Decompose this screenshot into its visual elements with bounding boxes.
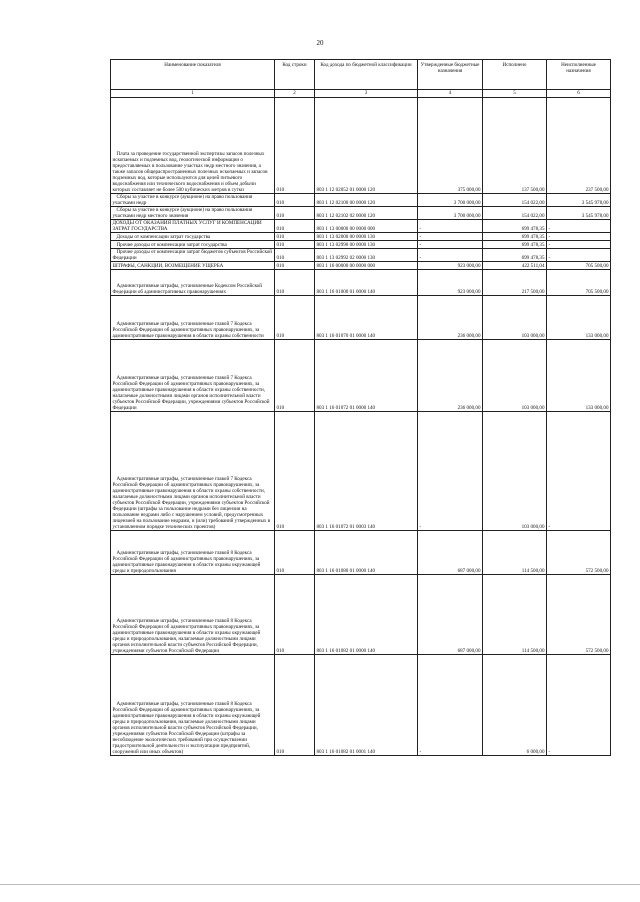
remaining-amount: 133 000,00 (547, 296, 611, 340)
executed-amount: 114 500,00 (483, 575, 547, 655)
executed-amount: 154 022,00 (483, 207, 547, 220)
remaining-amount: 3 545 978,00 (547, 207, 611, 220)
remaining-amount: 705 500,00 (547, 262, 611, 270)
indicator-name: Сборы за участие в конкурсе (аукционе) на право пользования участками недр (111, 194, 275, 207)
table-row (111, 220, 611, 233)
executed-amount: 103 000,00 (483, 296, 547, 340)
budget-execution-table (110, 59, 611, 756)
executed-amount: 699 478,35 (483, 241, 547, 249)
indicator-name: Плата за проведение государственной экспертизы запасов полезных ископаемых и подземных вод, геологической информации о предоставляемых в пользование участках недр местного значения, а также запасов общераспространенных полезных ископаемых и запасов подземных вод, которые используются для целей питьевого водоснабжения или технического водоснабжения и объем добычи которых составляет не более 500 кубических метров в сутки (111, 98, 275, 194)
header-executed: Исполнено (483, 60, 547, 90)
line-code: 010 (275, 249, 315, 262)
remaining-amount: 572 500,00 (547, 575, 611, 655)
column-number: 5 (483, 90, 547, 98)
executed-amount: 217 500,00 (483, 270, 547, 296)
budget-classification-code: 803 1 16 01072 01 0000 140 (315, 340, 418, 412)
table-header-row (111, 60, 611, 90)
line-code: 010 (275, 194, 315, 207)
executed-amount: 699 478,35 (483, 233, 547, 241)
budget-classification-code: 803 1 13 02992 02 0000 130 (315, 249, 418, 262)
budget-classification-code: 803 1 16 01082 01 0001 140 (315, 655, 418, 756)
indicator-name: Административные штрафы, установленные главой 8 Кодекса Российской Федерации об административных правонарушениях, за административные правонарушения в области охраны окружающей среды и природопользования, налагаемые должностными лицами органов исполнительной власти субъектов Российской Федерации, учреждениями субъектов Российской Федерации (111, 575, 275, 655)
budget-classification-code: 803 1 13 00000 00 0000 000 (315, 220, 418, 233)
approved-amount: 687 000,00 (418, 531, 483, 575)
line-code: 010 (275, 220, 315, 233)
approved-amount: 236 000,00 (418, 340, 483, 412)
table-row (111, 655, 611, 756)
remaining-amount: - (547, 241, 611, 249)
remaining-amount: 705 500,00 (547, 270, 611, 296)
table-row (111, 194, 611, 207)
column-number: 1 (111, 90, 275, 98)
budget-classification-code: 803 1 16 01000 01 0000 140 (315, 270, 418, 296)
executed-amount: 422 511,04 (483, 262, 547, 270)
approved-amount: - (418, 241, 483, 249)
table-row (111, 296, 611, 340)
table-row (111, 249, 611, 262)
approved-amount: - (418, 249, 483, 262)
header-line-code: Код строки (275, 60, 315, 90)
table-row (111, 270, 611, 296)
table-row (111, 241, 611, 249)
table-row (111, 207, 611, 220)
line-code: 010 (275, 233, 315, 241)
indicator-name: ШТРАФЫ, САНКЦИИ, ВОЗМЕЩЕНИЕ УЩЕРБА (111, 262, 275, 270)
approved-amount: 236 000,00 (418, 296, 483, 340)
scan-edge-line (0, 884, 640, 885)
line-code: 010 (275, 98, 315, 194)
executed-amount: 137 500,00 (483, 98, 547, 194)
remaining-amount: - (547, 249, 611, 262)
header-budget-classification: Код дохода по бюджетной классификации (315, 60, 418, 90)
line-code: 010 (275, 531, 315, 575)
table-row (111, 98, 611, 194)
indicator-name: Административные штрафы, установленные главой 8 Кодекса Российской Федерации об административных правонарушениях, за административные правонарушения в области охраны окружающей среды и природопользования (111, 531, 275, 575)
column-number: 2 (275, 90, 315, 98)
budget-classification-code: 803 1 12 02102 02 0000 120 (315, 207, 418, 220)
approved-amount: - (418, 220, 483, 233)
executed-amount: 103 000,00 (483, 412, 547, 531)
header-indicator-name: Наименование показателя (111, 60, 275, 90)
executed-amount: 699 478,35 (483, 220, 547, 233)
indicator-name: ДОХОДЫ ОТ ОКАЗАНИЯ ПЛАТНЫХ УСЛУГ И КОМПЕНСАЦИИ ЗАТРАТ ГОСУДАРСТВА (111, 220, 275, 233)
header-approved: Утвержденные бюджетные назначения (418, 60, 483, 90)
indicator-name: Сборы за участие в конкурсе (аукционе) на право пользования участками недр местного значения (111, 207, 275, 220)
column-number-row (111, 90, 611, 98)
approved-amount: 923 000,00 (418, 262, 483, 270)
budget-classification-code: 803 1 13 02990 00 0000 130 (315, 241, 418, 249)
indicator-name: Административные штрафы, установленные главой 7 Кодекса Российской Федерации об административных правонарушениях, за административные правонарушения в области охраны собственности, налагаемые должностными лицами органов исполнительной власти субъектов Российской Федерации, учреждениями субъектов Российской Федерации (штрафы за пользование недрами без лицензии на пользование недрами либо с нарушением условий, предусмотренных лицензией на пользование недрами, и (или) требований утвержденных в установленном порядке технических проектов) (111, 412, 275, 531)
remaining-amount: - (547, 220, 611, 233)
table-row (111, 262, 611, 270)
indicator-name: Прочие доходы от компенсации затрат государства (111, 241, 275, 249)
line-code: 010 (275, 241, 315, 249)
table-row (111, 531, 611, 575)
budget-classification-code: 803 1 16 00000 00 0000 000 (315, 262, 418, 270)
approved-amount: 3 700 000,00 (418, 207, 483, 220)
table-row (111, 575, 611, 655)
executed-amount: 103 000,00 (483, 340, 547, 412)
line-code: 010 (275, 575, 315, 655)
approved-amount: 3 700 000,00 (418, 194, 483, 207)
approved-amount: - (418, 655, 483, 756)
budget-classification-code: 803 1 16 01072 01 0003 140 (315, 412, 418, 531)
indicator-name: Административные штрафы, установленные главой 8 Кодекса Российской Федерации об административных правонарушениях, за административные правонарушения в области охраны окружающей среды и природопользования, налагаемые должностными лицами органов исполнительной власти субъектов Российской Федерации, учреждениями субъектов Российской Федерации (штрафы за несоблюдение экологических требований при осуществлении градостроительной деятельности и эксплуатации предприятий, сооружений или иных объектов) (111, 655, 275, 756)
approved-amount: 687 000,00 (418, 575, 483, 655)
indicator-name: Доходы от компенсации затрат государства (111, 233, 275, 241)
column-number: 6 (547, 90, 611, 98)
budget-classification-code: 803 1 12 02052 01 0000 120 (315, 98, 418, 194)
remaining-amount: - (547, 412, 611, 531)
line-code: 010 (275, 207, 315, 220)
indicator-name: Административные штрафы, установленные Кодексом Российской Федерации об административных правонарушениях (111, 270, 275, 296)
table-row (111, 340, 611, 412)
remaining-amount: 133 000,00 (547, 340, 611, 412)
approved-amount: 375 000,00 (418, 98, 483, 194)
remaining-amount: 3 545 978,00 (547, 194, 611, 207)
executed-amount: 6 000,00 (483, 655, 547, 756)
header-remaining: Неисполненные назначения (547, 60, 611, 90)
executed-amount: 154 022,00 (483, 194, 547, 207)
budget-classification-code: 803 1 16 01070 01 0000 140 (315, 296, 418, 340)
budget-classification-code: 803 1 16 01082 01 0000 140 (315, 575, 418, 655)
page-number: 20 (316, 39, 324, 47)
remaining-amount: - (547, 655, 611, 756)
line-code: 010 (275, 296, 315, 340)
budget-classification-code: 803 1 13 02000 00 0000 130 (315, 233, 418, 241)
budget-classification-code: 803 1 12 02100 00 0000 120 (315, 194, 418, 207)
remaining-amount: 572 500,00 (547, 531, 611, 575)
line-code: 010 (275, 340, 315, 412)
column-number: 4 (418, 90, 483, 98)
line-code: 010 (275, 270, 315, 296)
approved-amount: 923 000,00 (418, 270, 483, 296)
remaining-amount: 237 500,00 (547, 98, 611, 194)
indicator-name: Прочие доходы от компенсации затрат бюджетов субъектов Российской Федерации (111, 249, 275, 262)
remaining-amount: - (547, 233, 611, 241)
line-code: 010 (275, 412, 315, 531)
line-code: 010 (275, 262, 315, 270)
approved-amount: - (418, 233, 483, 241)
executed-amount: 114 500,00 (483, 531, 547, 575)
approved-amount: - (418, 412, 483, 531)
line-code: 010 (275, 655, 315, 756)
indicator-name: Административные штрафы, установленные главой 7 Кодекса Российской Федерации об административных правонарушениях, за административные правонарушения в области охраны собственности, налагаемые должностными лицами органов исполнительной власти субъектов Российской Федерации, учреждениями субъектов Российской Федерации (111, 340, 275, 412)
table-row (111, 233, 611, 241)
table-row (111, 412, 611, 531)
budget-classification-code: 803 1 16 01080 01 0000 140 (315, 531, 418, 575)
indicator-name: Административные штрафы, установленные главой 7 Кодекса Российской Федерации об административных правонарушениях, за административные правонарушения в области охраны собственности (111, 296, 275, 340)
executed-amount: 699 478,35 (483, 249, 547, 262)
column-number: 3 (315, 90, 418, 98)
